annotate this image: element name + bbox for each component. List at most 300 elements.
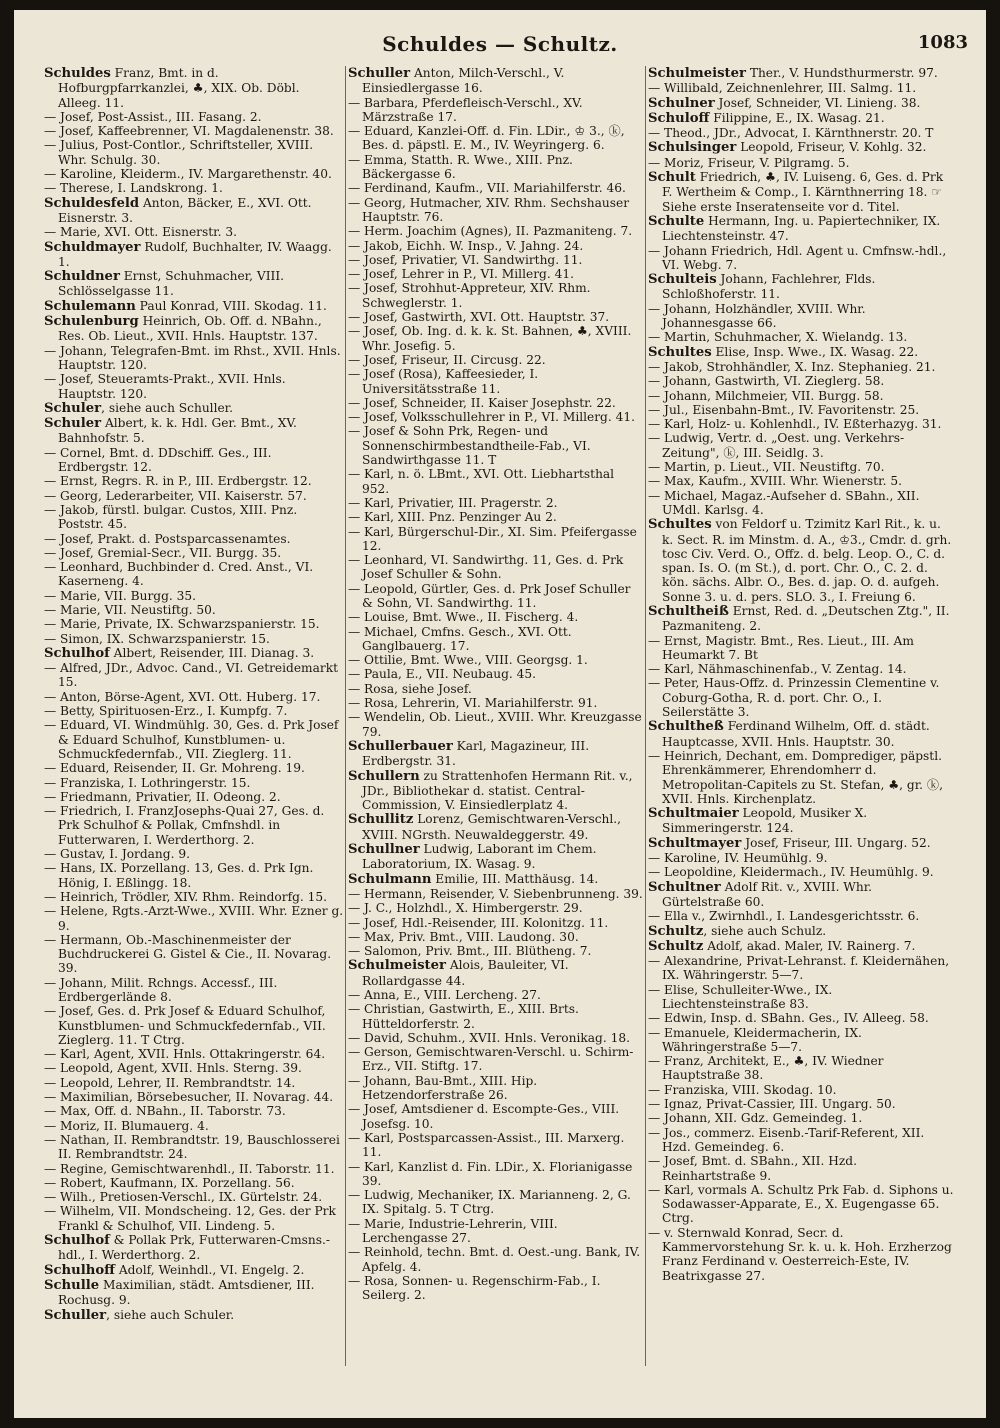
directory-entry xyxy=(44,690,344,704)
entry-text: — Josef, Ges. d. Prk Josef & Eduard Schulhof, Kunstblumen- und Schmuckfedernfab., VII. Zieglerg. 11. T Ctrg. xyxy=(44,1004,326,1047)
entry-text: — J. C., Holzhdl., X. Himbergerstr. 29. xyxy=(348,901,583,916)
directory-entry xyxy=(348,510,644,524)
directory-entry xyxy=(348,1274,644,1303)
directory-page xyxy=(14,10,986,1418)
entry-text: — Jakob, Eichh. W. Insp., V. Jahng. 24. xyxy=(348,238,584,253)
directory-entry xyxy=(44,603,344,617)
entry-text: — Barbara, Pferdefleisch-Verschl., XV. Märzstraße 17. xyxy=(348,95,583,124)
entry-text: — Josef, Post-Assist., III. Fasang. 2. xyxy=(44,109,262,124)
directory-entry xyxy=(648,417,954,431)
entry-text: — Georg, Hutmacher, XIV. Rhm. Sechshauser Hauptstr. 76. xyxy=(348,195,630,224)
entry-text: — Gustav, I. Jordang. 9. xyxy=(44,847,190,862)
entry-text: zu Strattenhofen Hermann Rit. v., JDr., Bibliothekar d. statist. Central-Commission, V. Einsiedlerplatz 4. xyxy=(362,768,633,813)
entry-text: — Josef, Hdl.-Reisender, III. Kolonitzg. 11. xyxy=(348,915,609,930)
entry-text: — Wendelin, Ob. Lieut., XVIII. Whr. Kreuzgasse 79. xyxy=(348,710,642,739)
entry-text: — Ottilie, Bmt. Wwe., VIII. Georgsg. 1. xyxy=(348,653,588,668)
directory-entry xyxy=(348,96,644,125)
directory-entry xyxy=(348,253,644,267)
directory-entry xyxy=(44,372,344,401)
directory-entry xyxy=(44,761,344,775)
entry-text: Leopold, Friseur, V. Kohlg. 32. xyxy=(736,140,927,155)
column-2 xyxy=(348,66,644,1406)
directory-entry xyxy=(348,324,644,353)
directory-entry xyxy=(648,244,954,273)
entry-text: — Christian, Gastwirth, E., XIII. Brts. Hütteldorferstr. 2. xyxy=(348,1002,579,1031)
entry-text: — Ella v., Zwirnhdl., I. Landesgerichtsstr. 6. xyxy=(648,909,920,924)
directory-entry xyxy=(348,988,644,1002)
entry-text: — Hans, IX. Porzellang. 13, Ges. d. Prk Ign. Hönig, I. Eßlingg. 18. xyxy=(44,861,314,890)
entry-text: — Leopold, Lehrer, II. Rembrandtstr. 14. xyxy=(44,1075,296,1090)
entry-text: — Johann, XII. Gdz. Gemeindeg. 1. xyxy=(648,1111,863,1126)
entry-surname: Schultmaier xyxy=(648,806,739,822)
directory-entry xyxy=(348,1031,644,1045)
entry-text: — Therese, I. Landskrong. 1. xyxy=(44,181,223,196)
entry-text: — Heinrich, Dechant, em. Domprediger, päpstl. Ehrenkämmerer, Ehrendomherr d. Metropolitan-Capitels zu St. Stefan, ♣, gr. ⓚ, XVII. Hnls. Kirchenplatz. xyxy=(648,748,943,806)
entry-text: — Ludwig, Vertr. d. „Oest. ung. Verkehrs-Zeitung", ⓚ, III. Seidlg. 3. xyxy=(648,431,905,460)
entry-text: — Josef, Strohhut-Appreteur, XIV. Rhm. Schweglerstr. 1. xyxy=(348,281,591,310)
entry-text: — Martin, Schuhmacher, X. Wielandg. 13. xyxy=(648,330,908,345)
entry-text: — Josef, Lehrer in P., VI. Millerg. 41. xyxy=(348,267,574,282)
entry-text: Lorenz, Gemischtwaren-Verschl., XVIII. NGrsth. Neuwaldeggerstr. 49. xyxy=(362,812,622,842)
directory-entry xyxy=(44,1104,344,1118)
directory-entry xyxy=(648,214,954,244)
entry-text: — Robert, Kaufmann, IX. Porzellang. 56. xyxy=(44,1175,295,1190)
directory-entry xyxy=(348,353,644,367)
entry-text: — Leonhard, VI. Sandwirthg. 11, Ges. d. Prk Josef Schuller & Sohn. xyxy=(348,553,624,582)
entry-text: — Anna, E., VIII. Lercheng. 27. xyxy=(348,988,541,1002)
directory-entry xyxy=(348,625,644,654)
entry-text: — Johann, Telegrafen-Bmt. im Rhst., XVII. Hnls. Hauptstr. 120. xyxy=(44,343,341,372)
directory-entry xyxy=(348,944,644,958)
directory-entry xyxy=(648,474,954,488)
entry-text: — Josef, Kaffeebrenner, VI. Magdalenenstr. 38. xyxy=(44,124,334,139)
directory-entry xyxy=(44,1278,344,1308)
entry-text: von Feldorf u. Tzimitz Karl Rit., k. u. k. Sect. R. im Minstm. d. A., ♔3., Cmdr. d. grh. tosc Civ. Verd. O., Offz. d. belg. Leop. O., C. d. span. Is. O. (m St.), d. port. Chr. O., C. 2. d. kön. sächs. Albr. O., Bes. d. jap. O. d. aufgeh. Sonne 3. u. d. pers. SLO. 3., I. Freiung 6. xyxy=(662,517,952,604)
entry-text: Adolf Rit. v., XVIII. Whr. Gürtelstraße 60. xyxy=(662,879,873,909)
entry-text: , siehe auch Schulz. xyxy=(703,923,827,938)
entry-text: Heinrich, Ob. Off. d. NBahn., Res. Ob. Lieut., XVII. Hnls. Hauptstr. 137. xyxy=(58,314,322,344)
entry-text: — Johann, Milit. Rchngs. Accessf., III. Erdbergerlände 8. xyxy=(44,975,278,1004)
entry-text: Ernst, Schuhmacher, VIII. Schlösselgasse 11. xyxy=(58,269,285,299)
directory-entry xyxy=(44,474,344,488)
entry-text: Ernst, Red. d. „Deutschen Ztg.", II. Pazmaniteng. 2. xyxy=(662,603,950,634)
entry-surname: Schulmeister xyxy=(648,66,746,81)
entry-surname: Schullern xyxy=(348,768,420,784)
entry-surname: Schultz xyxy=(648,923,704,939)
entry-text: — Josef & Sohn Prk, Regen- und Sonnenschirmbestandtheile-Fab., VI. Sandwirthgasse 11. T xyxy=(348,424,591,468)
entry-surname: Schulmeister xyxy=(348,958,446,974)
entry-text: — Peter, Haus-Offz. d. Prinzessin Clementine v. Coburg-Gotha, R. d. port. Chr. O., I. Seilerstätte 3. xyxy=(648,676,940,720)
directory-entry xyxy=(44,167,344,181)
entry-text: — Simon, IX. Schwarzspanierstr. 15. xyxy=(44,631,270,646)
entry-text: — Josef, Amtsdiener d. Escompte-Ges., VIII. Josefsg. 10. xyxy=(348,1102,620,1131)
entry-surname: Schultner xyxy=(648,879,721,895)
entry-text: — Rosa, Sonnen- u. Regenschirm-Fab., I. Seilerg. 2. xyxy=(348,1273,601,1303)
directory-entry xyxy=(44,976,344,1005)
directory-entry xyxy=(44,124,344,138)
entry-text: — Ludwig, Mechaniker, IX. Marianneng. 2, G. IX. Spitalg. 5. T Ctrg. xyxy=(348,1188,631,1217)
entry-surname: Schuler xyxy=(44,416,102,432)
entry-surname: Schuller xyxy=(348,66,411,81)
directory-entry xyxy=(348,224,644,238)
directory-entry xyxy=(44,1190,344,1204)
directory-entry xyxy=(648,156,954,170)
directory-entry xyxy=(648,170,954,214)
entry-surname: Schullitz xyxy=(348,812,414,828)
directory-entry xyxy=(348,239,644,253)
entry-text: Friedrich, ♣, IV. Luiseng. 6, Ges. d. Prk F. Wertheim & Comp., I. Kärnthnerring 18. ☞ Siehe erste Inseratenseite vor d. Titel. xyxy=(662,170,944,214)
directory-entry xyxy=(348,1002,644,1031)
directory-entry xyxy=(648,676,954,719)
directory-entry xyxy=(348,842,644,872)
directory-entry xyxy=(348,310,644,324)
entry-text: — Karoline, IV. Heumühlg. 9. xyxy=(648,851,828,866)
entry-text: Adolf, akad. Maler, IV. Rainerg. 7. xyxy=(703,938,916,953)
entry-text: — Nathan, II. Rembrandtstr. 19, Bauschlosserei II. Rembrandtstr. 24. xyxy=(44,1132,340,1162)
entry-text: — Jakob, Strohhändler, X. Inz. Stephanieg. 21. xyxy=(648,359,936,374)
directory-entry xyxy=(648,1097,954,1111)
entry-surname: Schuler xyxy=(44,400,102,416)
entry-text: Josef, Friseur, III. Ungarg. 52. xyxy=(741,835,931,850)
directory-entry xyxy=(348,1074,644,1103)
entry-text: — Leopold, Agent, XVII. Hnls. Sterng. 39. xyxy=(44,1061,302,1076)
entry-text: — Marie, XVI. Ott. Eisnerstr. 3. xyxy=(44,225,238,240)
directory-entry xyxy=(348,1160,644,1189)
entry-text: Rudolf, Buchhalter, IV. Waagg. 1. xyxy=(58,239,332,269)
directory-entry xyxy=(44,314,344,344)
directory-entry xyxy=(348,901,644,915)
entry-surname: Schulemann xyxy=(44,298,136,314)
directory-entry xyxy=(44,704,344,718)
directory-entry xyxy=(648,662,954,676)
directory-entry xyxy=(648,806,954,836)
entry-text: — Willibald, Zeichnenlehrer, III. Salmg. 11. xyxy=(648,81,917,96)
entry-text: — Max, Priv. Bmt., VIII. Laudong. 30. xyxy=(348,929,579,944)
entry-surname: Schulmann xyxy=(348,871,432,887)
entry-text: — Betty, Spirituosen-Erz., I. Kumpfg. 7. xyxy=(44,704,288,719)
directory-entry xyxy=(348,1131,644,1160)
directory-entry xyxy=(44,933,344,976)
directory-entry xyxy=(348,525,644,554)
column-1 xyxy=(44,66,344,1406)
entry-text: — Marie, Private, IX. Schwarzspanierstr. 15. xyxy=(44,617,320,632)
entry-text: — Ferdinand, Kaufm., VII. Mariahilferstr. 46. xyxy=(348,181,626,196)
entry-text: — Josef, Schneider, II. Kaiser Josephstr. 22. xyxy=(348,395,616,410)
directory-entry xyxy=(348,196,644,225)
directory-entry xyxy=(44,1061,344,1075)
directory-entry xyxy=(648,489,954,518)
directory-entry xyxy=(648,939,954,954)
entry-text: — Helene, Rgts.-Arzt-Wwe., XVIII. Whr. Ezner g. 9. xyxy=(44,904,344,933)
directory-entry xyxy=(44,110,344,124)
directory-entry xyxy=(648,749,954,806)
directory-entry xyxy=(348,367,644,396)
entry-text: — Karl, Nähmaschinenfab., V. Zentag. 14. xyxy=(648,662,907,677)
entry-text: — Emanuele, Kleidermacherin, IX. Währingerstraße 5—7. xyxy=(648,1025,862,1054)
entry-text: — Johann, Holzhändler, XVIII. Whr. Johannesgasse 66. xyxy=(648,301,866,331)
directory-entry xyxy=(44,847,344,861)
entry-text: — Moriz, II. Blumauerg. 4. xyxy=(44,1118,209,1133)
directory-entry xyxy=(348,410,644,424)
entry-text: — Jakob, fürstl. bulgar. Custos, XIII. Pnz. Poststr. 45. xyxy=(44,502,298,532)
entry-surname: Schulhof xyxy=(44,1233,110,1249)
entry-text: — Eduard, Kanzlei-Off. d. Fin. LDir., ♔ 3., ⓚ, Bes. d. päpstl. E. M., IV. Weyringerg. 6. xyxy=(348,124,625,153)
directory-entry xyxy=(44,790,344,804)
entry-text: — Karl, Postsparcassen-Assist., III. Marxerg. 11. xyxy=(348,1130,625,1160)
directory-entry xyxy=(648,604,954,634)
directory-entry xyxy=(348,696,644,710)
directory-entry xyxy=(648,272,954,302)
directory-entry xyxy=(648,836,954,851)
directory-entry xyxy=(648,431,954,460)
directory-entry xyxy=(348,1188,644,1217)
entry-text: — Johann Friedrich, Hdl. Agent u. Cmfnsw.-hdl., VI. Webg. 7. xyxy=(648,243,947,272)
entry-surname: Schultheiß xyxy=(648,603,729,619)
directory-entry xyxy=(348,887,644,901)
directory-entry xyxy=(648,302,954,331)
directory-entry xyxy=(348,124,644,153)
directory-entry xyxy=(348,267,644,281)
directory-entry xyxy=(648,983,954,1012)
directory-entry xyxy=(44,1263,344,1278)
entry-text: — Josef (Rosa), Kaffeesieder, I. Universitätsstraße 11. xyxy=(348,367,539,396)
entry-text: — Rosa, siehe Josef. xyxy=(348,681,472,696)
directory-entry xyxy=(648,634,954,663)
directory-entry xyxy=(348,396,644,410)
entry-surname: Schultz xyxy=(648,938,704,954)
directory-entry xyxy=(648,517,954,604)
entry-text: Filippine, E., IX. Wasag. 21. xyxy=(709,110,885,125)
directory-entry xyxy=(44,718,344,761)
directory-entry xyxy=(44,861,344,890)
directory-entry xyxy=(648,1226,954,1283)
entry-text: Ferdinand Wilhelm, Off. d. städt. Hauptcasse, XVII. Hnls. Hauptstr. 30. xyxy=(662,719,930,749)
column-divider xyxy=(645,66,646,1366)
directory-entry xyxy=(44,776,344,790)
entry-text: Adolf, Weinhdl., VI. Engelg. 2. xyxy=(114,1262,305,1277)
directory-entry xyxy=(648,345,954,360)
entry-text: — Karl, Holz- u. Kohlenhdl., IV. Eßterhazyg. 31. xyxy=(648,417,942,432)
entry-surname: Schultes xyxy=(648,344,712,360)
entry-text: — Martin, p. Lieut., VII. Neustiftg. 70. xyxy=(648,460,885,475)
directory-entry xyxy=(44,401,344,416)
directory-entry xyxy=(348,710,644,739)
entry-text: — Jul., Eisenbahn-Bmt., IV. Favoritenstr. 25. xyxy=(648,402,920,417)
entry-text: — Eduard, VI. Windmühlg. 30, Ges. d. Prk Josef & Eduard Schulhof, Kunstblumen- u. Schmuckfedernfab., VII. Zieglerg. 11. xyxy=(44,718,339,761)
directory-entry xyxy=(348,610,644,624)
directory-entry xyxy=(648,126,954,140)
directory-entry xyxy=(648,96,954,111)
directory-entry xyxy=(648,81,954,95)
entry-text: — Michael, Magaz.-Aufseher d. SBahn., XII. UMdl. Karlsg. 4. xyxy=(648,488,920,517)
directory-entry xyxy=(648,851,954,865)
directory-entry xyxy=(648,1126,954,1155)
directory-entry xyxy=(348,958,644,988)
entry-text: Albert, Reisender, III. Dianag. 3. xyxy=(109,645,315,660)
entry-surname: Schuloff xyxy=(648,110,710,126)
entry-surname: Schuldner xyxy=(44,269,120,285)
directory-entry xyxy=(44,1233,344,1263)
entry-text: — Louise, Bmt. Wwe., II. Fischerg. 4. xyxy=(348,610,579,625)
directory-entry xyxy=(648,1111,954,1125)
entry-surname: Schult xyxy=(648,170,696,186)
entry-text: — Franz, Architekt, E., ♣, IV. Wiedner Hauptstraße 38. xyxy=(648,1054,884,1083)
directory-entry xyxy=(348,1217,644,1246)
directory-entry xyxy=(44,1004,344,1047)
entry-text: — Josef, Friseur, II. Circusg. 22. xyxy=(348,352,546,367)
entry-text: Anton, Bäcker, E., XVI. Ott. Eisnerstr. 3. xyxy=(58,195,312,225)
directory-entry xyxy=(648,909,954,923)
directory-entry xyxy=(44,489,344,503)
entry-text: — Ignaz, Privat-Cassier, III. Ungarg. 50. xyxy=(648,1097,896,1112)
entry-text: — Anton, Börse-Agent, XVI. Ott. Huberg. 17. xyxy=(44,689,321,704)
entry-text: — Hermann, Reisender, V. Siebenbrunneng. 39. xyxy=(348,886,643,901)
directory-entry xyxy=(648,719,954,749)
entry-surname: Schulenburg xyxy=(44,314,139,330)
directory-entry xyxy=(648,1054,954,1083)
directory-entry xyxy=(44,1204,344,1233)
entry-text: — Karl, n. ö. LBmt., XVI. Ott. Liebhartsthal 952. xyxy=(348,467,615,496)
page-number: 1083 xyxy=(917,32,968,53)
directory-entry xyxy=(648,389,954,403)
entry-text: Albert, k. k. Hdl. Ger. Bmt., XV. Bahnhofstr. 5. xyxy=(58,416,297,446)
directory-entry xyxy=(44,1047,344,1061)
entry-text: — v. Sternwald Konrad, Secr. d. Kammervorstehung Sr. k. u. k. Hoh. Erzherzog Franz Ferdinand v. Oesterreich-Este, IV. Beatrixgasse 27. xyxy=(648,1225,952,1283)
entry-text: — Max, Kaufm., XVIII. Whr. Wienerstr. 5. xyxy=(648,474,902,489)
entry-text: — Johann, Bau-Bmt., XIII. Hip. Hetzendorferstraße 26. xyxy=(348,1073,538,1103)
entry-text: — Michael, Cmfns. Gesch., XVI. Ott. Ganglbauerg. 17. xyxy=(348,624,572,653)
directory-entry xyxy=(648,66,954,81)
column-divider xyxy=(345,66,346,1366)
directory-entry xyxy=(44,344,344,373)
entry-text: — Wilhelm, VII. Mondscheing. 12, Ges. der Prk Frankl & Schulhof, VII. Lindeng. 5. xyxy=(44,1204,336,1233)
entry-text: Paul Konrad, VIII. Skodag. 11. xyxy=(135,298,327,313)
directory-entry xyxy=(348,667,644,681)
directory-entry xyxy=(44,646,344,661)
entry-text: — Karl, XIII. Pnz. Penzinger Au 2. xyxy=(348,510,557,525)
column-3 xyxy=(648,66,954,1406)
entry-text: Emilie, III. Matthäusg. 14. xyxy=(431,871,599,886)
entry-text: — Paula, E., VII. Neubaug. 45. xyxy=(348,667,537,682)
directory-entry xyxy=(348,930,644,944)
directory-entry xyxy=(44,299,344,314)
entry-text: Anton, Milch-Verschl., V. Einsiedlergasse 16. xyxy=(362,66,565,96)
directory-entry xyxy=(44,1090,344,1104)
entry-surname: Schultheß xyxy=(648,719,724,735)
directory-entry xyxy=(348,1245,644,1274)
directory-entry xyxy=(44,589,344,603)
directory-entry xyxy=(648,460,954,474)
directory-entry xyxy=(348,872,644,887)
entry-surname: Schulteis xyxy=(648,272,717,288)
directory-entry xyxy=(648,954,954,983)
directory-entry xyxy=(44,66,344,110)
entry-text: — Josef, Ob. Ing. d. k. k. St. Bahnen, ♣, XVIII. Whr. Josefig. 5. xyxy=(348,324,632,353)
entry-text: — Karl, Bürgerschul-Dir., XI. Sim. Pfeifergasse 12. xyxy=(348,524,637,553)
entry-text: — Ernst, Regrs. R. in P., III. Erdbergstr. 12. xyxy=(44,474,312,489)
directory-entry xyxy=(44,546,344,560)
entry-text: — Johann, Gastwirth, VI. Zieglerg. 58. xyxy=(648,374,885,389)
entry-surname: Schullerbauer xyxy=(348,738,453,754)
entry-text: — Josef, Bmt. d. SBahn., XII. Hzd. Reinhartstraße 9. xyxy=(648,1154,857,1183)
entry-text: — Leopoldine, Kleidermach., IV. Heumühlg. 9. xyxy=(648,865,934,880)
entry-text: — Ernst, Magistr. Bmt., Res. Lieut., III. Am Heumarkt 7. Bt xyxy=(648,633,914,662)
directory-entry xyxy=(44,560,344,589)
entry-text: — Marie, VII. Burgg. 35. xyxy=(44,588,197,603)
directory-entry xyxy=(348,496,644,510)
entry-text: — Cornel, Bmt. d. DDschiff. Ges., III. Erdbergstr. 12. xyxy=(44,445,272,475)
directory-entry xyxy=(348,916,644,930)
entry-text: & Pollak Prk, Futterwaren-Cmsns.-hdl., I. Werderthorg. 2. xyxy=(58,1233,330,1263)
directory-entry xyxy=(348,582,644,611)
directory-entry xyxy=(348,769,644,813)
directory-entry xyxy=(44,181,344,195)
directory-entry xyxy=(44,632,344,646)
directory-entry xyxy=(44,416,344,446)
entry-text: — Alfred, JDr., Advoc. Cand., VI. Getreidemarkt 15. xyxy=(44,661,338,690)
entry-text: — Leonhard, Buchbinder d. Cred. Anst., VI. Kaserneng. 4. xyxy=(44,560,314,589)
entry-text: — Josef, Volksschullehrer in P., VI. Millerg. 41. xyxy=(348,410,635,425)
entry-text: — Theod., JDr., Advocat, I. Kärnthnerstr. 20. T xyxy=(648,126,934,141)
directory-entry xyxy=(44,1176,344,1190)
entry-text: — Franziska, VIII. Skodag. 10. xyxy=(648,1082,837,1097)
entry-text: — Reinhold, techn. Bmt. d. Oest.-ung. Bank, IV. Apfelg. 4. xyxy=(348,1245,641,1274)
entry-text: — Elise, Schulleiter-Wwe., IX. Liechtensteinstraße 83. xyxy=(648,982,833,1011)
entry-text: — Marie, VII. Neustiftg. 50. xyxy=(44,602,216,617)
running-head: Schuldes — Schultz. xyxy=(382,32,618,56)
entry-text: — Friedrich, I. FranzJosephs-Quai 27, Ges. d. Prk Schulhof & Pollak, Cmfnshdl. in Futterwaren, I. Werderthorg. 2. xyxy=(44,804,325,847)
directory-entry xyxy=(648,374,954,388)
entry-text: — Salomon, Priv. Bmt., III. Blütheng. 7. xyxy=(348,944,592,959)
entry-text: — Josef, Privatier, VI. Sandwirthg. 11. xyxy=(348,252,583,267)
directory-entry xyxy=(648,1011,954,1025)
entry-text: — Franziska, I. Lothringerstr. 15. xyxy=(44,775,251,790)
entry-text: — Josef, Steueramts-Prakt., XVII. Hnls. Hauptstr. 120. xyxy=(44,372,286,401)
entry-text: Josef, Schneider, VI. Linieng. 38. xyxy=(714,95,921,110)
directory-entry xyxy=(44,1119,344,1133)
directory-entry xyxy=(648,140,954,155)
entry-text: — Georg, Lederarbeiter, VII. Kaiserstr. 57. xyxy=(44,488,307,503)
entry-text: Johann, Fachlehrer, Flds. Schloßhoferstr. 11. xyxy=(662,272,876,302)
entry-surname: Schullner xyxy=(348,842,420,858)
entry-text: Alois, Bauleiter, VI. Rollardgasse 44. xyxy=(362,958,569,988)
entry-text: — Jos., commerz. Eisenb.-Tarif-Referent, XII. Hzd. Gemeindeg. 6. xyxy=(648,1125,925,1154)
directory-entry xyxy=(44,446,344,475)
entry-text: — Maximilian, Börsebesucher, II. Novarag. 44. xyxy=(44,1090,334,1105)
entry-surname: Schuldmayer xyxy=(44,239,141,255)
directory-entry xyxy=(648,1183,954,1226)
directory-entry xyxy=(648,865,954,879)
directory-entry xyxy=(44,1133,344,1162)
entry-text: — Edwin, Insp. d. SBahn. Ges., IV. Alleeg. 58. xyxy=(648,1011,929,1026)
directory-entry xyxy=(348,739,644,769)
entry-text: — Emma, Statth. R. Wwe., XIII. Pnz. Bäckergasse 6. xyxy=(348,152,573,182)
directory-entry xyxy=(44,196,344,226)
entry-text: Elise, Insp. Wwe., IX. Wasag. 22. xyxy=(711,344,919,359)
entry-text: — Eduard, Reisender, II. Gr. Mohreng. 19. xyxy=(44,761,305,776)
entry-text: Hermann, Ing. u. Papiertechniker, IX. Liechtensteinstr. 47. xyxy=(662,213,941,244)
entry-text: — Max, Off. d. NBahn., II. Taborstr. 73. xyxy=(44,1104,286,1119)
entry-surname: Schulte xyxy=(648,213,705,229)
entry-text: — Marie, Industrie-Lehrerin, VIII. Lerchengasse 27. xyxy=(348,1216,558,1246)
entry-surname: Schulhoff xyxy=(44,1262,115,1278)
directory-entry xyxy=(648,330,954,344)
entry-text: Ther., V. Hundsthurmerstr. 97. xyxy=(745,66,938,80)
entry-text: Karl, Magazineur, III. Erdbergstr. 31. xyxy=(362,738,590,769)
entry-text: — Josef, Prakt. d. Postsparcassenamtes. xyxy=(44,531,291,546)
directory-entry xyxy=(648,360,954,374)
directory-entry xyxy=(44,503,344,532)
